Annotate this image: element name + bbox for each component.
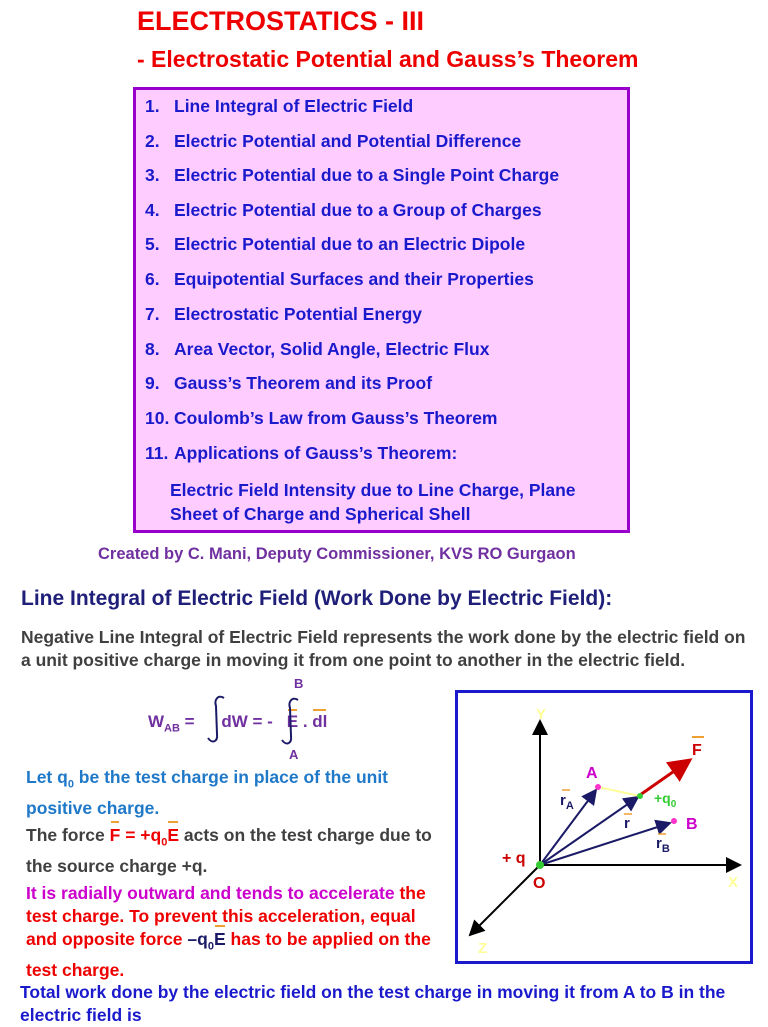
y-axis-label: Y bbox=[536, 706, 547, 723]
point-A bbox=[595, 784, 601, 790]
toc-item: 10. Coulomb’s Law from Gauss’s Theorem bbox=[145, 408, 498, 428]
source-charge-dot bbox=[536, 861, 544, 869]
r-label: r bbox=[624, 815, 630, 832]
footer-paragraph: Total work done by the electric field on the test charge in moving it from A to B in the electric field is bbox=[20, 982, 726, 1025]
toc-item: 9. Gauss’s Theorem and its Proof bbox=[145, 373, 433, 393]
intro-paragraph: Negative Line Integral of Electric Field represents the work done by the electric field on a unit positive charge in moving it from one point to another in the electric field. bbox=[21, 627, 746, 670]
point-B-label: B bbox=[686, 816, 698, 833]
z-axis-label: Z bbox=[478, 940, 488, 957]
table-of-contents bbox=[133, 87, 630, 533]
toc-sub-item: Electric Field Intensity due to Line Charge, Plane Sheet of Charge and Spherical Shell bbox=[170, 480, 576, 524]
opposing-force-paragraph: It is radially outward and tends to accelerate the test charge. To prevent this acceleration, equal and opposite force $-q_0E$ has to be applied on the test charge. bbox=[26, 883, 431, 980]
toc-item: 6. Equipotential Surfaces and their Properties bbox=[145, 269, 534, 289]
author-credit: Created by C. Mani, Deputy Commissioner, KVS RO Gurgaon bbox=[98, 545, 576, 563]
z-axis bbox=[470, 865, 540, 935]
source-charge-label: + q bbox=[502, 850, 526, 867]
toc-item: 7. Electrostatic Potential Energy bbox=[145, 304, 422, 324]
integral-signs bbox=[200, 692, 320, 752]
force-label: F bbox=[692, 742, 702, 759]
vector-rB bbox=[540, 823, 670, 865]
toc-item: 1. Line Integral of Electric Field bbox=[145, 96, 414, 116]
test-charge-paragraph: Let $q_0$ be the test charge in place of the unit positive charge. bbox=[26, 767, 389, 818]
x-axis-label: X bbox=[728, 874, 739, 891]
toc-item: 2. Electric Potential and Potential Difference bbox=[145, 131, 522, 151]
toc-item: 3. Electric Potential due to a Single Point Charge bbox=[145, 165, 560, 185]
section-heading: Line Integral of Electric Field (Work Done by Electric Field): bbox=[21, 587, 613, 610]
toc-item: 11. Applications of Gauss’s Theorem: bbox=[145, 443, 458, 463]
page-subtitle: - Electrostatic Potential and Gauss’s Theorem bbox=[137, 46, 639, 72]
origin-label: O bbox=[533, 875, 546, 892]
point-B bbox=[671, 818, 677, 824]
test-charge-dot bbox=[637, 793, 643, 799]
page-title: ELECTROSTATICS - III bbox=[137, 6, 424, 36]
toc-item: 5. Electric Potential due to an Electric Dipole bbox=[145, 234, 526, 254]
vector-diagram-svg bbox=[458, 693, 750, 961]
rB-label: $r_B$ bbox=[656, 835, 670, 855]
toc-item: 8. Area Vector, Solid Angle, Electric Flux bbox=[145, 339, 490, 359]
path-A-to-charge bbox=[598, 787, 640, 796]
point-A-label: A bbox=[586, 765, 598, 782]
work-equation: $W_{AB}$ = dW = - E . dl bbox=[148, 712, 328, 735]
rA-label: $r_A$ bbox=[560, 792, 574, 812]
integral-lower-limit: A bbox=[289, 747, 299, 762]
integral-upper-limit: B bbox=[294, 676, 304, 691]
toc-item: 4. Electric Potential due to a Group of Charges bbox=[145, 200, 542, 220]
vector-diagram bbox=[455, 690, 753, 964]
test-charge-label: $+q_0$ bbox=[654, 790, 677, 810]
force-paragraph: The force $F = +q_0E$ acts on the test charge due to the source charge +q. bbox=[26, 825, 432, 876]
